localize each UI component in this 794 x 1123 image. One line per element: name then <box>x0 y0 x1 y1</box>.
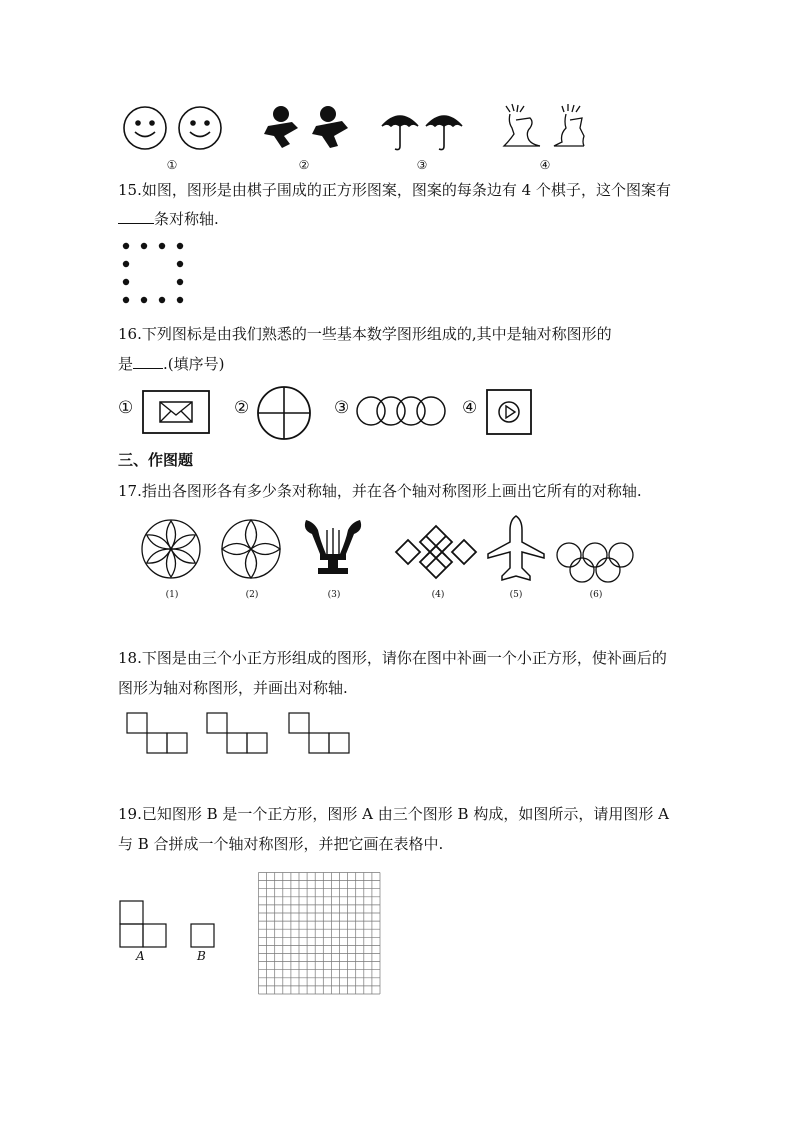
figure-label-2: ② <box>298 158 310 172</box>
q18-line2: 图形为轴对称图形，并画出对称轴. <box>118 679 348 697</box>
three-square-shape-3 <box>288 712 352 754</box>
q16-icon-label-1: ① <box>118 398 134 418</box>
three-square-shape-2 <box>206 712 270 754</box>
section3-heading: 三、作图题 <box>118 451 194 469</box>
figure-b-label: B <box>197 949 206 963</box>
play-button-icon <box>486 389 532 435</box>
three-square-shape-1 <box>126 712 190 754</box>
q17-caption-4: (4) <box>431 590 445 600</box>
skater-figures-icon <box>262 104 352 150</box>
q16-icon-label-3: ③ <box>334 398 350 418</box>
envelope-icon <box>142 390 210 434</box>
q17-text: 17.指出各图形各有多少条对称轴，并在各个轴对称图形上画出它所有的对称轴. <box>118 482 642 500</box>
olympic-rings-figure <box>556 542 634 584</box>
q15-line2-text: 条对称轴. <box>154 210 219 228</box>
q17-caption-3: (3) <box>327 590 341 600</box>
four-rings-icon <box>356 396 448 426</box>
q16-line1: 16.下列图标是由我们熟悉的一些基本数学图形组成的,其中是轴对称图形的 <box>118 325 612 343</box>
q16-line2 <box>118 354 225 374</box>
q16-line2-suffix: .(填序号) <box>163 355 225 373</box>
q15-line1: 15.如图，图形是由棋子围成的正方形图案，图案的每条边有 4 个棋子，这个图案有 <box>118 181 671 199</box>
lyre-figure <box>302 516 364 578</box>
q15-line2 <box>118 209 219 229</box>
figure-label-4: ④ <box>539 158 551 172</box>
umbrellas-icon <box>380 108 466 152</box>
four-petal-flower-figure <box>220 518 282 580</box>
q16-line2-prefix: 是 <box>118 355 134 373</box>
six-petal-flower-figure <box>140 518 202 580</box>
smiley-faces-icon <box>122 104 226 152</box>
q17-caption-2: (2) <box>245 590 259 600</box>
figure-b-shape <box>190 923 216 949</box>
q18-line1: 18.下图是由三个小正方形组成的图形，请你在图中补画一个小正方形，使补画后的 <box>118 649 667 667</box>
chess-piece-square-pattern <box>120 240 188 306</box>
q17-caption-6: (6) <box>589 590 603 600</box>
face-silhouettes-icon <box>500 102 586 152</box>
airplane-figure <box>486 514 546 586</box>
q17-caption-5: (5) <box>509 590 523 600</box>
q15-answer-blank[interactable] <box>118 223 154 224</box>
figure-a-shape <box>119 900 169 948</box>
q16-answer-blank[interactable] <box>133 368 163 369</box>
figure-label-1: ① <box>166 158 178 172</box>
answer-drawing-grid[interactable] <box>258 872 382 996</box>
figure-label-3: ③ <box>416 158 428 172</box>
figure-a-label: A <box>136 949 145 963</box>
q19-line1: 19.已知图形 B 是一个正方形，图形 A 由三个图形 B 构成，如图所示，请用图形 A <box>118 805 669 823</box>
q17-caption-1: (1) <box>165 590 179 600</box>
q16-icon-label-2: ② <box>234 398 250 418</box>
q19-line2: 与 B 合拼成一个轴对称图形，并把它画在表格中. <box>118 835 444 853</box>
circle-cross-icon <box>256 386 312 440</box>
endless-knot-figure <box>394 524 478 580</box>
q16-icon-label-4: ④ <box>462 398 478 418</box>
